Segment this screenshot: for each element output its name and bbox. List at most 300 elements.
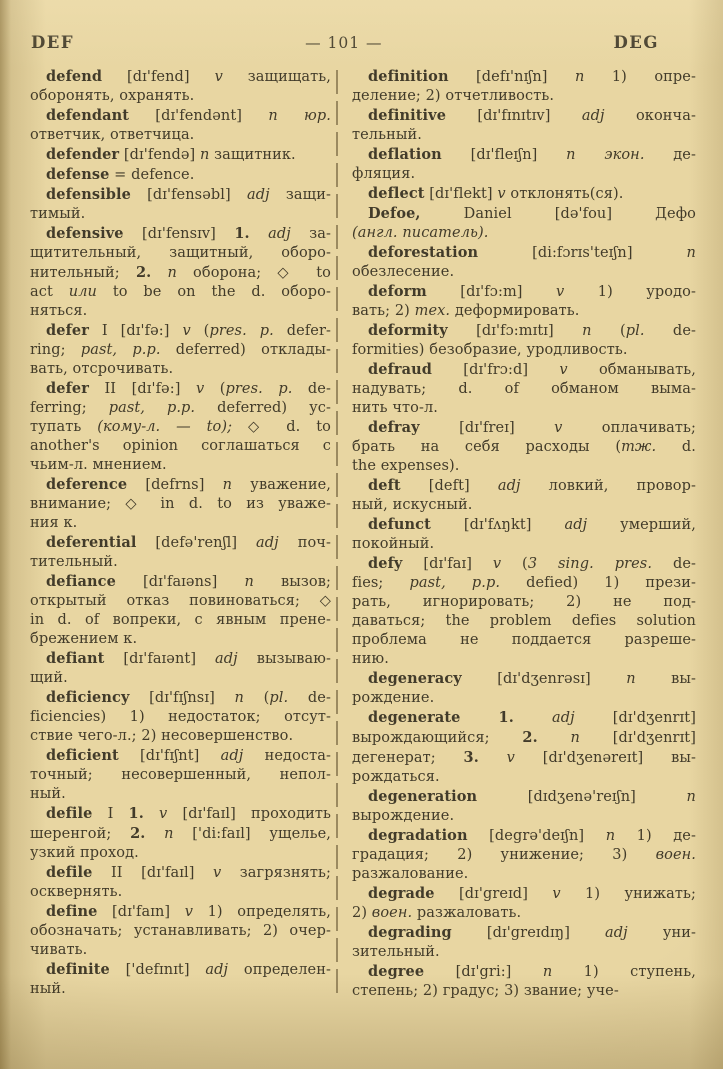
dictionary-entry	[30, 746, 331, 804]
headword-or-bold-text: defiant	[46, 650, 105, 667]
entry-line	[30, 205, 331, 224]
headword-or-bold-text: defray	[368, 419, 420, 436]
entry-text: шеренгой;	[30, 826, 131, 842]
entry-text: покойный.	[352, 536, 435, 552]
entry-text: [dɪ'faɪl] проходить	[167, 806, 331, 822]
headword-or-bold-text: defile	[46, 805, 93, 822]
entry-line	[352, 904, 696, 923]
entry-text: (	[243, 690, 270, 706]
entry-text: тительный.	[30, 554, 118, 570]
italic-label-text: pres. p.	[225, 381, 293, 397]
italic-label-text: adj	[581, 108, 605, 124]
entry-line	[352, 669, 696, 689]
entry-text: act	[30, 284, 69, 300]
entry-line	[30, 708, 331, 727]
entry-text: [dɪ'fendə]	[119, 147, 200, 163]
entry-text: рождение.	[352, 690, 435, 706]
italic-label-text: (англ. писатель).	[352, 225, 489, 241]
entry-text: [dɪ'fɪnɪtɪv]	[446, 108, 582, 124]
italic-label-text: n	[574, 69, 585, 85]
entry-text: ['di:faɪl] ущелье,	[173, 826, 331, 842]
italic-label-text: adj	[215, 651, 238, 667]
entry-text: de-	[288, 690, 331, 706]
headword-or-bold-text: deformity	[368, 322, 448, 339]
entry-line	[352, 67, 696, 87]
headword-or-bold-text: 1.	[498, 709, 514, 726]
entry-line	[30, 669, 331, 688]
headword-or-bold-text: defense	[46, 166, 110, 183]
entry-text: брежением к.	[30, 631, 138, 647]
entry-text: нительный;	[30, 265, 136, 281]
entry-text: уни-	[627, 925, 696, 941]
entry-text: [dɪ'faɪ]	[402, 556, 493, 572]
headword-or-bold-text: defraud	[368, 361, 433, 378]
italic-label-text: past, p.p.	[108, 400, 196, 416]
entry-text: ficiencies) 1) недостаток; отсут-	[30, 709, 331, 725]
italic-label-text: v	[214, 69, 223, 85]
dictionary-entry	[30, 321, 331, 379]
entry-line	[30, 341, 331, 360]
entry-text: deferred) ус-	[195, 400, 331, 416]
italic-label-text: n	[222, 477, 233, 493]
entry-line	[352, 728, 696, 748]
dictionary-entry	[352, 923, 696, 962]
entry-line	[352, 243, 696, 263]
entry-line	[30, 244, 331, 263]
entry-text: [di:fɔrɪs'teɪʃn]	[478, 245, 687, 261]
dictionary-entry	[352, 282, 696, 321]
dictionary-entry	[352, 145, 696, 184]
headword-or-bold-text: defensive	[46, 225, 124, 242]
italic-label-text: юр.	[304, 108, 331, 124]
entry-line	[30, 399, 331, 418]
italic-label-text: n	[268, 108, 278, 124]
page-body	[0, 53, 723, 1001]
dictionary-entry	[30, 688, 331, 746]
italic-label-text: adj	[605, 925, 628, 941]
entry-text: ный, искусный.	[352, 497, 473, 513]
italic-label-text: n	[199, 147, 210, 163]
entry-text: [dɪ'fɪʃnt]	[118, 748, 221, 764]
entry-text: вы-	[635, 671, 696, 687]
entry-line	[352, 807, 696, 826]
entry-line	[30, 165, 331, 185]
entry-text: ловкий, провор-	[520, 478, 696, 494]
entry-text	[514, 710, 552, 726]
entry-text: де-	[644, 147, 696, 163]
entry-line	[30, 941, 331, 960]
entry-line	[352, 87, 696, 106]
entry-text: (	[501, 556, 528, 572]
entry-line	[352, 418, 696, 438]
entry-text: деформировать.	[450, 303, 580, 319]
italic-label-text: v	[552, 886, 561, 902]
entry-text: недоста-	[243, 748, 331, 764]
entry-text: [defrns]	[127, 477, 223, 493]
entry-text: I [dɪ'fə:]	[88, 323, 183, 339]
entry-line	[30, 321, 331, 341]
entry-text: рождаться.	[352, 769, 440, 785]
entry-text: ный.	[30, 981, 66, 997]
entry-text: внимание; ◇ in d. to из уваже-	[30, 496, 331, 512]
entry-line	[30, 553, 331, 572]
entry-text: вырождающийся;	[352, 730, 523, 746]
entry-line	[30, 688, 331, 708]
entry-line	[30, 824, 331, 844]
entry-text: щитительный, защитный, оборо-	[30, 245, 331, 261]
headword-or-bold-text: deference	[46, 476, 128, 493]
headword-or-bold-text: deflation	[368, 146, 442, 163]
headword-or-bold-text: degrading	[368, 924, 452, 941]
entry-text: деление; 2) отчетливость.	[352, 88, 555, 104]
guide-word-right: DEG	[613, 33, 659, 52]
italic-label-text: n	[570, 730, 580, 746]
entry-line	[30, 863, 331, 883]
italic-label-text: adj	[220, 748, 244, 764]
entry-text: [dɪ'greɪdɪŋ]	[451, 925, 606, 941]
entry-line	[352, 302, 696, 321]
italic-label-text: n	[686, 789, 696, 805]
entry-text: fies;	[352, 575, 410, 591]
dictionary-entry	[30, 475, 331, 533]
dictionary-column-right	[352, 67, 696, 1001]
entry-text: in d. of вопреки, с явным прене-	[30, 612, 331, 628]
entry-text: даваться; the problem defies solution	[352, 613, 696, 629]
italic-label-text: past, p.p.	[409, 575, 501, 591]
italic-label-text: n	[605, 828, 616, 844]
entry-text: зительный.	[352, 944, 440, 960]
entry-text: щий.	[30, 670, 68, 686]
dictionary-entry	[30, 67, 331, 106]
entry-line	[352, 263, 696, 282]
entry-line	[352, 360, 696, 380]
dictionary-entry	[352, 962, 696, 1001]
entry-line	[30, 844, 331, 863]
entry-line	[352, 923, 696, 943]
entry-text: II [dɪ'fə:]	[88, 381, 196, 397]
entry-text: ◇ d. to	[232, 419, 331, 435]
entry-line	[30, 785, 331, 804]
entry-line	[30, 766, 331, 785]
entry-text: II [dɪ'faɪl]	[92, 865, 213, 881]
entry-line	[30, 980, 331, 999]
italic-label-text: или	[68, 284, 97, 300]
entry-line	[30, 475, 331, 495]
entry-line	[30, 87, 331, 106]
entry-line	[352, 982, 696, 1001]
entry-line	[352, 341, 696, 360]
italic-label-text: v	[559, 362, 568, 378]
italic-label-text: adj	[256, 535, 279, 551]
headword-or-bold-text: 1.	[234, 225, 250, 242]
dictionary-entry	[352, 321, 696, 360]
headword-or-bold-text: degradation	[368, 827, 468, 844]
dictionary-entry	[30, 379, 331, 475]
entry-text: [dɪ'faɪənt]	[104, 651, 216, 667]
italic-label-text: n	[542, 964, 553, 980]
entry-line	[352, 962, 696, 982]
dictionary-entry	[352, 884, 696, 923]
entry-text: [dɪ'dʒenrəsɪ]	[461, 671, 627, 687]
italic-label-text: (кому-л. — to);	[97, 419, 233, 435]
entry-text: ferring;	[30, 400, 109, 416]
headword-or-bold-text: defiance	[46, 573, 116, 590]
entry-text: [degrə'deɪʃn]	[467, 828, 606, 844]
dictionary-entry	[352, 67, 696, 106]
headword-or-bold-text: defer	[46, 322, 89, 339]
entry-line	[30, 611, 331, 630]
italic-label-text: n	[164, 826, 174, 842]
entry-text: [dɪ'fʌŋkt]	[430, 517, 565, 533]
column-divider	[336, 70, 338, 995]
entry-text: тимый.	[30, 206, 86, 222]
dictionary-column-left	[30, 67, 331, 999]
entry-text: de-	[652, 556, 697, 572]
entry-text: определен-	[228, 962, 331, 978]
dictionary-entry	[30, 533, 331, 572]
italic-label-text: v	[184, 904, 194, 920]
entry-line	[30, 727, 331, 746]
entry-text: брать на себя расходы (	[352, 439, 622, 455]
dictionary-entry	[30, 165, 331, 185]
entry-text: the expenses).	[352, 458, 460, 474]
entry-text: [dɪ'freɪ]	[419, 420, 555, 436]
entry-text: (	[204, 381, 226, 397]
headword-or-bold-text: 3.	[463, 749, 479, 766]
entry-line	[352, 457, 696, 476]
entry-text: вать, отсрочивать.	[30, 361, 174, 377]
headword-or-bold-text: degeneration	[368, 788, 478, 805]
headword-or-bold-text: deforestation	[368, 244, 479, 261]
entry-line	[30, 456, 331, 475]
dictionary-entry	[352, 360, 696, 418]
entry-line	[352, 631, 696, 650]
italic-label-text: n	[234, 690, 244, 706]
dictionary-entry	[352, 418, 696, 476]
entry-line	[352, 865, 696, 884]
italic-label-text: v	[497, 186, 506, 202]
italic-label-text: 3 sing. pres.	[527, 556, 653, 572]
guide-word-left: DEF	[31, 33, 75, 52]
entry-text: нию.	[352, 651, 389, 667]
dictionary-entry	[30, 185, 331, 224]
entry-line	[352, 689, 696, 708]
entry-text: нить что-л.	[352, 400, 439, 416]
entry-text: степень; 2) градус; 3) звание; уче-	[352, 983, 619, 999]
entry-text: дегенерат;	[352, 750, 464, 766]
entry-text: 1) уродо-	[564, 284, 696, 300]
entry-text	[460, 710, 498, 726]
entry-line	[30, 437, 331, 456]
entry-line	[30, 922, 331, 941]
entry-text: defied) 1) прези-	[500, 575, 697, 591]
entry-line	[30, 960, 331, 980]
entry-line	[352, 321, 696, 341]
headword-or-bold-text: 2.	[522, 729, 538, 746]
entry-line	[30, 360, 331, 379]
entry-text: [dɪ'fɪʃnsɪ]	[129, 690, 235, 706]
entry-text: фляция.	[352, 166, 416, 182]
dictionary-entry	[30, 804, 331, 863]
entry-text: оконча-	[604, 108, 696, 124]
entry-line	[30, 126, 331, 145]
italic-label-text: pl.	[625, 323, 645, 339]
entry-text: осквернять.	[30, 884, 123, 900]
entry-text: [defə'renʃl]	[136, 535, 257, 551]
dictionary-entry	[30, 224, 331, 321]
entry-text: to be on the d. оборо-	[96, 284, 331, 300]
entry-text: 1) ступень,	[552, 964, 697, 980]
entry-text: проблема не поддается разреше-	[352, 632, 696, 648]
entry-text	[479, 750, 507, 766]
entry-line	[352, 380, 696, 399]
headword-or-bold-text: defy	[368, 555, 403, 572]
entry-line	[30, 302, 331, 321]
entry-text: [dɪ'faɪəns]	[115, 574, 245, 590]
entry-text: оборона; ◇ to	[176, 265, 331, 281]
entry-text: [dɪ'dʒenəreɪt] вы-	[514, 750, 696, 766]
entry-text: (	[190, 323, 210, 339]
entry-text: градация; 2) унижение; 3)	[352, 847, 656, 863]
entry-text: ния к.	[30, 515, 78, 531]
dictionary-entry	[352, 669, 696, 708]
entry-text: [dɪ'fend]	[102, 69, 215, 85]
entry-line	[352, 535, 696, 554]
italic-label-text: тж.	[621, 439, 657, 455]
dictionary-entry	[30, 902, 331, 960]
headword-or-bold-text: deferential	[46, 534, 137, 551]
entry-text	[144, 806, 159, 822]
entry-line	[352, 748, 696, 768]
headword-or-bold-text: defunct	[368, 516, 431, 533]
entry-line	[30, 630, 331, 649]
entry-line	[352, 204, 696, 224]
entry-text: d.	[656, 439, 696, 455]
entry-line	[352, 826, 696, 846]
entry-text: обманывать,	[567, 362, 696, 378]
italic-label-text: v	[182, 323, 191, 339]
italic-label-text: v	[159, 806, 168, 822]
entry-line	[352, 165, 696, 184]
entry-text: обезлесение.	[352, 264, 455, 280]
entry-text: de-	[644, 323, 696, 339]
entry-line	[30, 902, 331, 922]
headword-or-bold-text: deft	[368, 477, 401, 494]
entry-text: открытый отказ повиноваться; ◇	[30, 593, 331, 609]
entry-line	[352, 476, 696, 496]
italic-label-text: v	[213, 865, 222, 881]
entry-text: ответчик, ответчица.	[30, 127, 195, 143]
italic-label-text: v	[506, 750, 515, 766]
dictionary-entry	[352, 204, 696, 243]
entry-text: няться.	[30, 303, 88, 319]
entry-text: [dɪ'fendənt]	[129, 108, 269, 124]
entry-line	[352, 884, 696, 904]
entry-line	[30, 592, 331, 611]
entry-line	[30, 185, 331, 205]
italic-label-text: воен.	[655, 847, 696, 863]
entry-text: чивать.	[30, 942, 88, 958]
entry-text: [dɪ'fensɪv]	[123, 226, 235, 242]
entry-line	[30, 67, 331, 87]
dictionary-entry	[352, 243, 696, 282]
italic-label-text: v	[195, 381, 205, 397]
entry-line	[30, 263, 331, 283]
entry-text: вызываю-	[237, 651, 331, 667]
entry-line	[352, 184, 696, 204]
headword-or-bold-text: deform	[368, 283, 427, 300]
entry-line	[352, 145, 696, 165]
entry-line	[352, 650, 696, 669]
italic-label-text: adj	[564, 517, 588, 533]
italic-label-text: n	[244, 574, 254, 590]
dictionary-entry	[30, 960, 331, 999]
entry-text: (	[591, 323, 626, 339]
entry-text: ['defɪnɪt]	[109, 962, 206, 978]
entry-text: [dɪ'faɪn]	[97, 904, 185, 920]
italic-label-text: pres. p.	[209, 323, 274, 339]
entry-text: оплачивать;	[562, 420, 696, 436]
entry-line	[352, 787, 696, 807]
entry-line	[352, 768, 696, 787]
entry-line	[352, 399, 696, 418]
headword-or-bold-text: deficient	[46, 747, 119, 764]
italic-label-text: adj	[205, 962, 229, 978]
entry-text: вырождение.	[352, 808, 455, 824]
entry-line	[30, 514, 331, 533]
entry-text: вызов;	[253, 574, 332, 590]
entry-text: поч-	[278, 535, 331, 551]
dictionary-entry	[30, 649, 331, 688]
italic-label-text: экон.	[604, 147, 645, 163]
entry-text: Daniel [də'fou] Дефо	[420, 206, 696, 222]
entry-text: [dɪ'dʒenrɪt]	[574, 710, 696, 726]
entry-text: тупать	[30, 419, 98, 435]
entry-line	[352, 574, 696, 593]
entry-text: ный.	[30, 786, 66, 802]
entry-text: защитник.	[209, 147, 296, 163]
entry-text: отклонять(ся).	[505, 186, 624, 202]
entry-text: deferred) отклады-	[160, 342, 331, 358]
dictionary-entry	[352, 554, 696, 669]
entry-text	[145, 826, 164, 842]
headword-or-bold-text: 2.	[135, 264, 152, 281]
entry-line	[30, 379, 331, 399]
dictionary-entry	[30, 106, 331, 145]
entry-text: уважение,	[232, 477, 331, 493]
headword-or-bold-text: deficiency	[46, 689, 130, 706]
entry-line	[30, 418, 331, 437]
entry-text: разжалование.	[352, 866, 469, 882]
entry-line	[30, 883, 331, 902]
headword-or-bold-text: defile	[46, 864, 93, 881]
headword-or-bold-text: defender	[46, 146, 120, 163]
entry-text: 1) унижать;	[560, 886, 696, 902]
headword-or-bold-text: degeneracy	[368, 670, 462, 687]
entry-text: надувать; d. of обманом выма-	[352, 381, 696, 397]
entry-text: 2)	[352, 905, 372, 921]
entry-line	[30, 649, 331, 669]
entry-text: formities) безобразие, уродливость.	[352, 342, 628, 358]
dictionary-entry	[30, 572, 331, 649]
entry-text	[250, 226, 268, 242]
entry-text: рать, игнорировать; 2) не под-	[352, 594, 696, 610]
italic-label-text: n	[167, 265, 177, 281]
italic-label-text: pl.	[269, 690, 289, 706]
italic-label-text: n	[566, 147, 576, 163]
entry-text: умерший,	[587, 517, 696, 533]
headword-or-bold-text: define	[46, 903, 98, 920]
